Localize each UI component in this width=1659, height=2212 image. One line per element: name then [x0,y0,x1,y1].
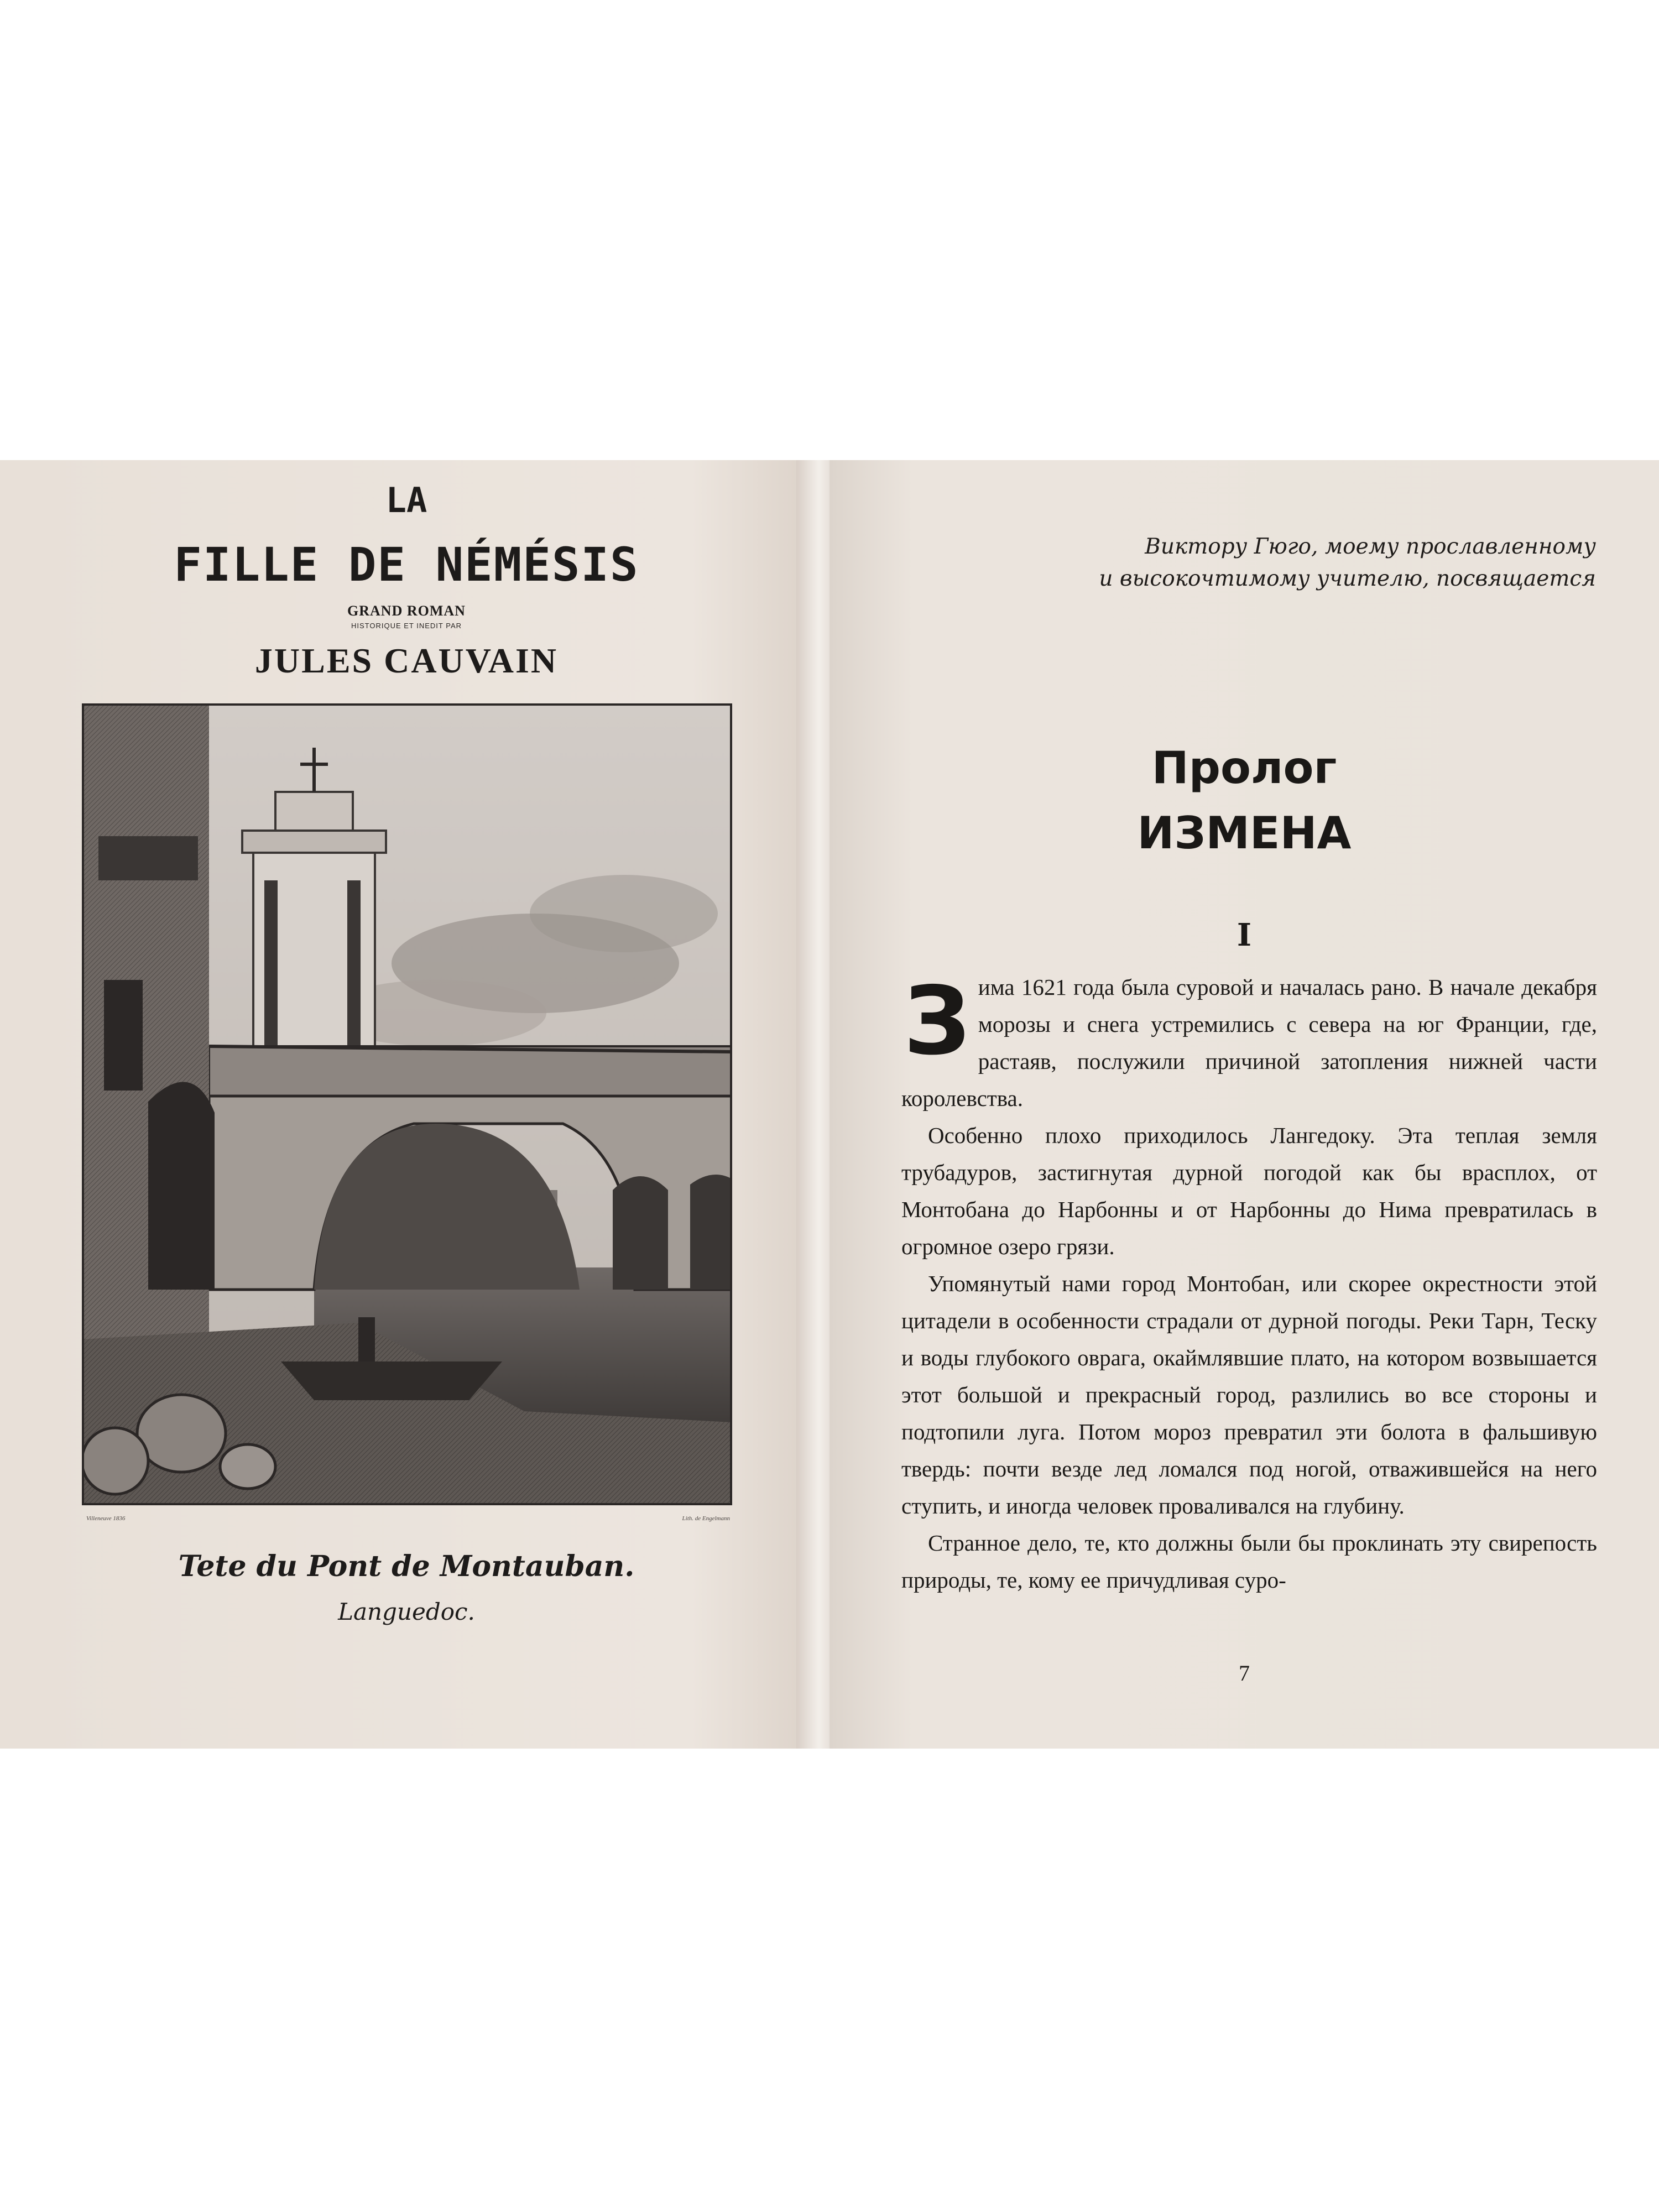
engraving-credit-left: Villeneuve 1836 [86,1515,126,1522]
engraving-illustration [82,703,732,1505]
left-page [0,460,813,1749]
prologue-title: Пролог [1151,742,1337,794]
engraving-caption-region: Languedoc. [338,1598,475,1625]
paragraph: Особенно плохо приходилось Лангедоку. Эта теплая земля трубадуров, застигнутая дурной погодой как бы врасплох, от Монтобана до Нарбонны и от Нарбонны до Нима превратилась в огромное озеро грязи. [901,1123,1597,1259]
dedication-line-2: и высокочтимому учителю, посвящается [1099,566,1596,591]
engraving-credit-right: Lith. de Engelmann [682,1515,730,1522]
prologue-subtitle: ИЗМЕНА [1137,807,1352,859]
engraving-caption: Tete du Pont de Montauban. [178,1550,635,1583]
book-subtitle: GRAND ROMAN [347,603,466,619]
chapter-body [901,969,1597,1599]
book-author: JULES CAUVAIN [254,641,559,680]
right-page [830,460,1659,1749]
paragraph [901,969,1597,1117]
book-spread [0,460,1659,1749]
paragraph-text: има 1621 года была суровой и началась рано. В начале декабря морозы и снега устремились с севера на юг Франции, где, растаяв, послужили причиной затопления нижней части королевства. [901,974,1597,1111]
book-subtitle-small [0,622,813,630]
book-title: FILLE DE NÉMÉSIS [174,538,639,592]
prologue-heading [830,735,1659,866]
dedication-line-1: Виктору Гюго, моему прославленному [1145,534,1596,559]
dedication [988,531,1596,595]
paragraph: Странное дело, те, кто должны были бы проклинать эту свирепость природы, те, кому ее причудливая суро- [901,1530,1597,1593]
chapter-number: I [1237,917,1252,953]
drop-cap: З [904,967,971,1076]
title-la: LA [385,480,427,520]
subtitle-historique: HISTORIQUE ET INEDIT [351,622,444,630]
subtitle-par: PAR [446,622,462,630]
paragraph: Упомянутый нами город Монтобан, или скорее окрестности этой цитадели в особенности страдали от дурной погоды. Реки Тарн, Теску и воды глубокого оврага, окаймлявшие плато, на котором возвышается этот большой и прекрасный город, разлились во все стороны и подтопили луга. Потом мороз превратил эти болота в фальшивую твердь: почти везде лед ломался под ногой, отважившейся на него ступить, и иногда человек проваливался на глубину. [901,1271,1597,1519]
page-number: 7 [1239,1661,1250,1686]
